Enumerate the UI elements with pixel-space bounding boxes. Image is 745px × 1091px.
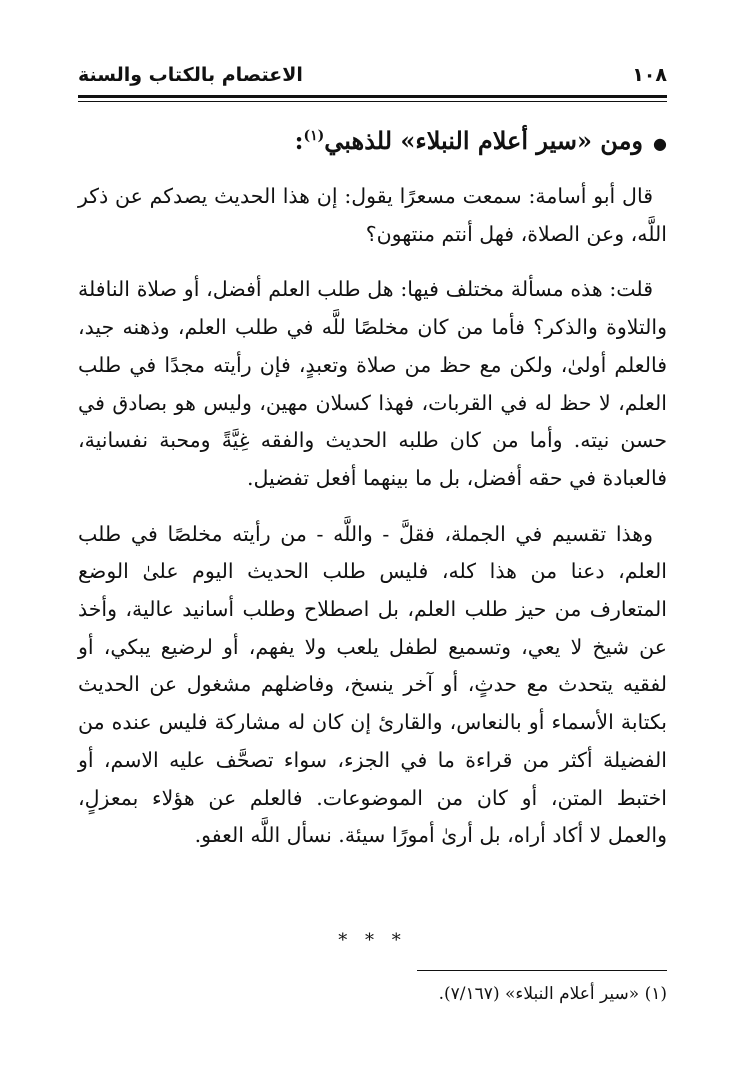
footnote-rule — [417, 970, 667, 971]
header-rule-thin — [78, 101, 667, 102]
page-number: ١٠٨ — [632, 64, 667, 86]
heading-colon: : — [294, 126, 304, 155]
paragraph: وهذا تقسيم في الجملة، فقلَّ - واللَّه - من رأيته مخلصًا في طلب العلم، دعنا من هذا كله، فليس طلب الحديث اليوم علىٰ الوضع المتعارف من حيز طلب العلم، بل اصطلاح وطلب أسانيد عالية، وأخذ عن شيخ لا يعي، وتسميع لطفل يلعب ولا يفهم، أو لرضيع يبكي، أو لفقيه يتحدث مع حدثٍ، أو آخر ينسخ، وفاضلهم مشغول عن الحديث بكتابة الأسماء أو بالنعاس، والقارئ إن كان له مشاركة فليس عنده من الفضيلة أكثر من قراءة ما في الجزء، سواء تصحَّف عليه الاسم، أو اختبط المتن، أو كان من الموضوعات. فالعلم عن هؤلاء بمعزلٍ، والعمل لا أكاد أراه، بل أرىٰ أمورًا سيئة. نسأل اللَّه العفو. — [78, 521, 667, 848]
body-text — [78, 178, 667, 873]
paragraph: قلت: هذه مسألة مختلف فيها: هل طلب العلم أفضل، أو صلاة النافلة والتلاوة والذكر؟ فأما من كان مخلصًا للَّه في طلب العلم، وذهنه جيد، فالعلم أولىٰ، ولكن مع حظ من صلاة وتعبدٍ، فإن رأيته مجدًا في طلب العلم، لا حظ له في القربات، فهذا كسلان مهين، وليس هو بصادق في حسن نيته. وأما من كان طلبه الحديث والفقه غِيَّةً ومحبة نفسانية، فالعبادة في حقه أفضل، بل ما بينهما أفعل تفضيل. — [78, 277, 667, 490]
page-header — [78, 60, 667, 90]
section-heading — [78, 126, 667, 155]
footnote: (١) «سير أعلام النبلاء» (٧/١٦٧). — [438, 984, 667, 1004]
footnote-marker: (١) — [303, 128, 325, 144]
section-separator: * * * — [338, 930, 407, 951]
bullet-icon: ● — [653, 134, 667, 153]
paragraph: قال أبو أسامة: سمعت مسعرًا يقول: إن هذا الحديث يصدكم عن ذكر اللَّه، وعن الصلاة، فهل أنتم منتهون؟ — [78, 184, 667, 246]
section-title: ومن «سير أعلام النبلاء» للذهبي — [324, 126, 644, 155]
running-title: الاعتصام بالكتاب والسنة — [78, 64, 303, 86]
header-rule-thick — [78, 95, 667, 98]
